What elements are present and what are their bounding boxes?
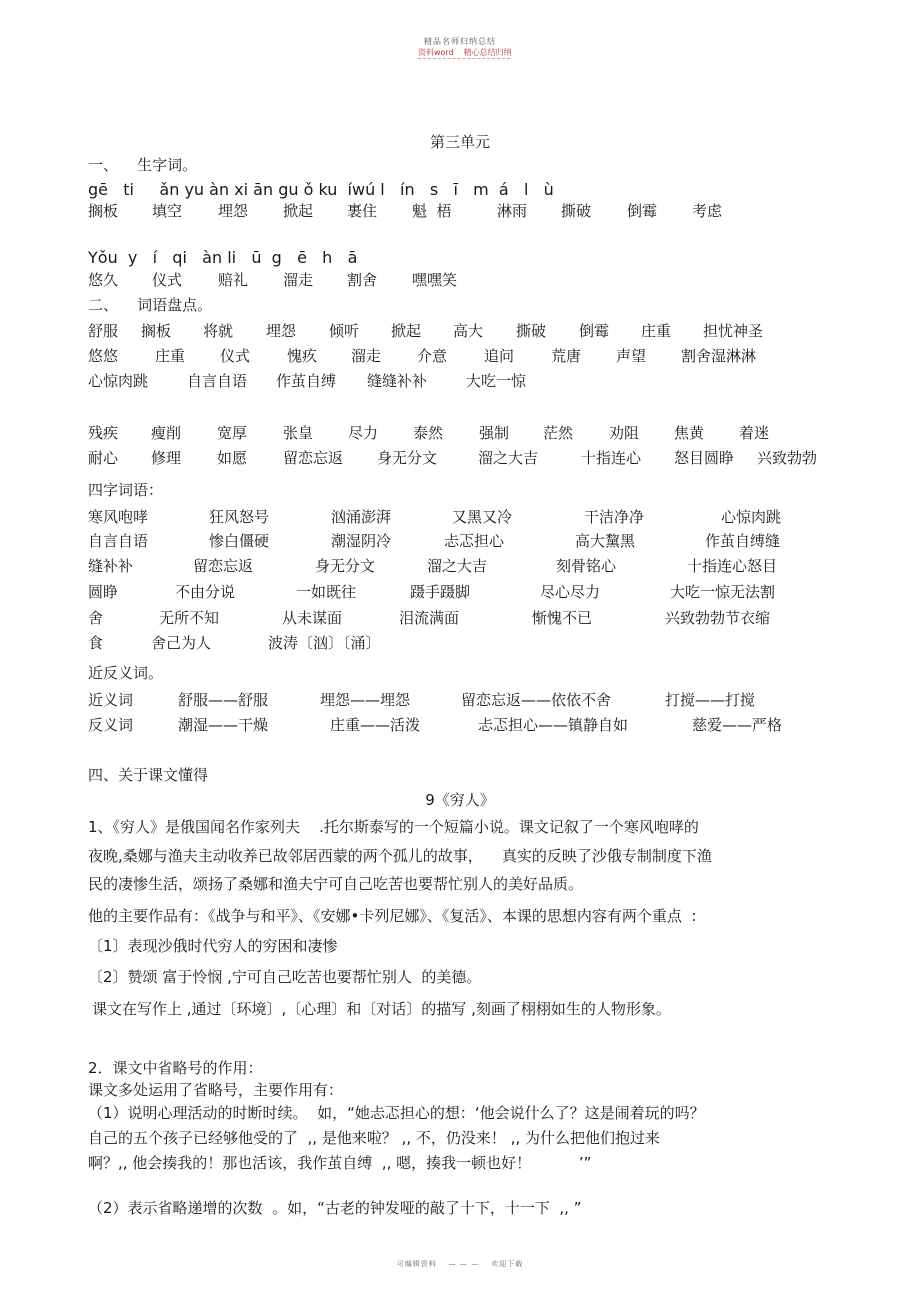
- paragraph: 啊？,, 他会揍我的！那也活该，我作茧自缚 ,, 嗯，揍我一顿也好！ ’”: [88, 1154, 592, 1172]
- word: 魁 梧: [412, 202, 452, 220]
- word-pair: 打搅——打搅: [665, 691, 756, 709]
- paragraph: 1、《穷人》是俄国闻名作家列夫 .托尔斯泰写的一个短篇小说。课文记叙了一个寒风咆哮的: [88, 818, 699, 836]
- word: 寒风咆哮: [88, 508, 149, 526]
- paragraph: 民的凄惨生活，颂扬了桑娜和渔夫宁可自己吃苦也要帮忙别人的美好品质。: [88, 875, 584, 893]
- word: 兴致勃勃节衣缩: [665, 609, 771, 627]
- word: 无所不知: [159, 609, 220, 627]
- word: 泪流满面: [399, 609, 460, 627]
- word: 尽力: [348, 424, 379, 442]
- word: 舒服: [88, 322, 119, 340]
- header-watermark-label-a: 资料word: [418, 48, 454, 57]
- word: 张皇: [283, 424, 314, 442]
- word: 撕破: [561, 202, 592, 220]
- word: 惨白僵硬: [209, 532, 270, 550]
- word: 舍: [88, 609, 104, 627]
- word-pair: 忐忑担心——镇静自如: [478, 716, 629, 734]
- word: 强制: [479, 424, 510, 442]
- word: 担忧神圣: [703, 322, 764, 340]
- word-pair: 潮湿——干燥: [178, 716, 269, 734]
- word: 割舍湿淋淋: [681, 347, 757, 365]
- word: 搁板: [141, 322, 172, 340]
- section4-heading: 四、关于课文懂得: [88, 766, 209, 784]
- word: 茫然: [543, 424, 574, 442]
- word: 仪式: [152, 271, 183, 289]
- paragraph: （1）说明心理活动的时断时续。 如，“她忐忑担心的想：‘他会说什么了？这是闹着玩的吗？: [88, 1104, 705, 1122]
- word: 高大黧黑: [575, 532, 636, 550]
- paragraph: 夜晚,桑娜与渔夫主动收养已故邻居西蒙的两个孤儿的故事， 真实的反映了沙俄专制制度下渔: [88, 847, 712, 865]
- word: 倾听: [329, 322, 360, 340]
- word: 留恋忘返: [193, 557, 254, 575]
- word: 掀起: [283, 202, 314, 220]
- section2-heading: 二、 词语盘点。: [88, 296, 213, 314]
- word: 干洁净净: [584, 508, 645, 526]
- word: 庄重: [641, 322, 672, 340]
- word: 作茧自缚: [276, 372, 337, 390]
- word: 着迷: [739, 424, 770, 442]
- word: 狂风怒号: [209, 508, 270, 526]
- word: 不由分说: [175, 583, 236, 601]
- word: 惭愧不已: [532, 609, 593, 627]
- synonym-label: 近义词: [88, 691, 134, 709]
- word: 自言自语: [88, 532, 149, 550]
- paragraph: （2）表示省略递增的次数 。如，“古老的钟发哑的敲了十下，十一下 ,, ”: [88, 1199, 582, 1217]
- word: 泰然: [413, 424, 444, 442]
- word: 溜走: [283, 271, 314, 289]
- word: 潮湿阴冷: [331, 532, 392, 550]
- word: 悠久: [88, 271, 119, 289]
- word: 食: [88, 634, 104, 652]
- word: 劝阻: [609, 424, 640, 442]
- word: 庄重: [155, 347, 186, 365]
- word-pair: 埋怨——埋怨: [320, 691, 411, 709]
- word: 倒霉: [627, 202, 658, 220]
- word: 赔礼: [218, 271, 249, 289]
- syn-ant-heading: 近反义词。: [88, 664, 164, 682]
- word-pair: 庄重——活泼: [330, 716, 421, 734]
- question-2-heading: 2．课文中省略号的作用：: [88, 1059, 263, 1077]
- word: 残疾: [88, 424, 119, 442]
- word: 波涛〔汹〕〔涌〕: [268, 634, 381, 652]
- word: 撕破: [516, 322, 547, 340]
- word: 身无分文: [315, 557, 376, 575]
- word-pair: 舒服——舒服: [178, 691, 269, 709]
- word: 作茧自缚缝: [705, 532, 781, 550]
- word: 介意: [417, 347, 448, 365]
- word: 大吃一惊无法割: [670, 583, 776, 601]
- word: 忐忑担心: [444, 532, 505, 550]
- word: 兴致勃勃: [757, 449, 818, 467]
- word: 掀起: [391, 322, 422, 340]
- word: 刻骨铭心: [556, 557, 617, 575]
- word-pair: 留恋忘返——依依不舍: [461, 691, 612, 709]
- word: 宽厚: [217, 424, 248, 442]
- word: 缝补补: [88, 557, 134, 575]
- word: 愧疚: [287, 347, 318, 365]
- lesson-title: 9《穷人》: [425, 791, 495, 809]
- word: 舍己为人: [151, 634, 212, 652]
- paragraph: 自己的五个孩子已经够他受的了 ,, 是他来啦？ ,, 不，仍没来！ ,, 为什么把他们抱过来: [88, 1129, 660, 1147]
- section1-heading: 一、 生字词。: [88, 156, 198, 174]
- word: 又黑又冷: [452, 508, 513, 526]
- word: 自言自语: [187, 372, 248, 390]
- word: 填空: [152, 202, 183, 220]
- word: 瘦削: [151, 424, 182, 442]
- word: 心惊肉跳: [721, 508, 782, 526]
- paragraph: 他的主要作品有：《战争与和平》、《安娜•卡列尼娜》、《复活》、本课的思想内容有两个重点 :: [88, 907, 697, 925]
- word: 身无分文: [377, 449, 438, 467]
- word: 汹涌澎湃: [331, 508, 392, 526]
- word: 溜之大吉: [427, 557, 488, 575]
- word: 尽心尽力: [540, 583, 601, 601]
- antonym-label: 反义词: [88, 716, 134, 734]
- word: 缝缝补补: [367, 372, 428, 390]
- word: 悠悠: [88, 347, 119, 365]
- footer-right: 欢迎下载: [491, 1260, 524, 1268]
- unit-title: 第三单元: [429, 133, 490, 151]
- word: 溜之大吉: [478, 449, 539, 467]
- word: 割舍: [347, 271, 378, 289]
- footer-watermark: [0, 1259, 920, 1269]
- header-watermark-label-b: 精心总结归纳: [463, 48, 512, 57]
- word: 耐心: [88, 449, 119, 467]
- word: 考虑: [692, 202, 723, 220]
- word: 怒目圆睁: [674, 449, 735, 467]
- word: 嘿嘿笑: [412, 271, 458, 289]
- word: 埋怨: [218, 202, 249, 220]
- word-pair: 慈爱——严格: [692, 716, 783, 734]
- header-watermark-line2: [418, 47, 512, 58]
- header-divider: [418, 58, 510, 59]
- pinyin-row-1: gē ti ǎn yu àn xi ān gu ǒ ku íwú l ín s ī m á l ù: [88, 180, 554, 199]
- word: 溜走: [351, 347, 382, 365]
- word: 十指连心怒目: [687, 557, 778, 575]
- paragraph: 〔2〕赞颂 富于怜悯 ,宁可自己吃苦也要帮忙别人 的美德。: [88, 968, 482, 986]
- footer-mid: — — —: [448, 1260, 480, 1268]
- paragraph: 课文在写作上 ,通过〔环境〕,〔心理〕和〔对话〕的描写 ,刻画了栩栩如生的人物形象。: [92, 1000, 671, 1018]
- word: 搁板: [88, 202, 119, 220]
- word: 荒唐: [551, 347, 582, 365]
- word: 埋怨: [266, 322, 297, 340]
- word: 修理: [151, 449, 182, 467]
- word: 蹑手蹑脚: [410, 583, 471, 601]
- word: 声望: [616, 347, 647, 365]
- word: 心惊肉跳: [88, 372, 149, 390]
- word: 大吃一惊: [466, 372, 527, 390]
- header-watermark-line1: 精品名师归纳总结: [424, 37, 496, 46]
- word: 焦黄: [674, 424, 705, 442]
- word: 裹住: [347, 202, 378, 220]
- pinyin-row-2: Yǒu y í qi àn li ū g ē h ā: [88, 248, 358, 267]
- word: 从未谋面: [282, 609, 343, 627]
- paragraph: 课文多处运用了省略号，主要作用有：: [88, 1081, 344, 1099]
- word: 留恋忘返: [283, 449, 344, 467]
- word: 倒霉: [579, 322, 610, 340]
- word: 淋雨: [497, 202, 528, 220]
- word: 高大: [453, 322, 484, 340]
- paragraph: 〔1〕表现沙俄时代穷人的穷困和凄惨: [88, 937, 338, 955]
- footer-left: 可编辑资料: [396, 1260, 437, 1268]
- word: 将就: [203, 322, 234, 340]
- word: 圆睁: [88, 583, 119, 601]
- word: 一如既往: [296, 583, 357, 601]
- word: 仪式: [220, 347, 251, 365]
- word: 追问: [484, 347, 515, 365]
- four-char-heading: 四字词语：: [88, 481, 164, 499]
- word: 如愿: [217, 449, 248, 467]
- word: 十指连心: [581, 449, 642, 467]
